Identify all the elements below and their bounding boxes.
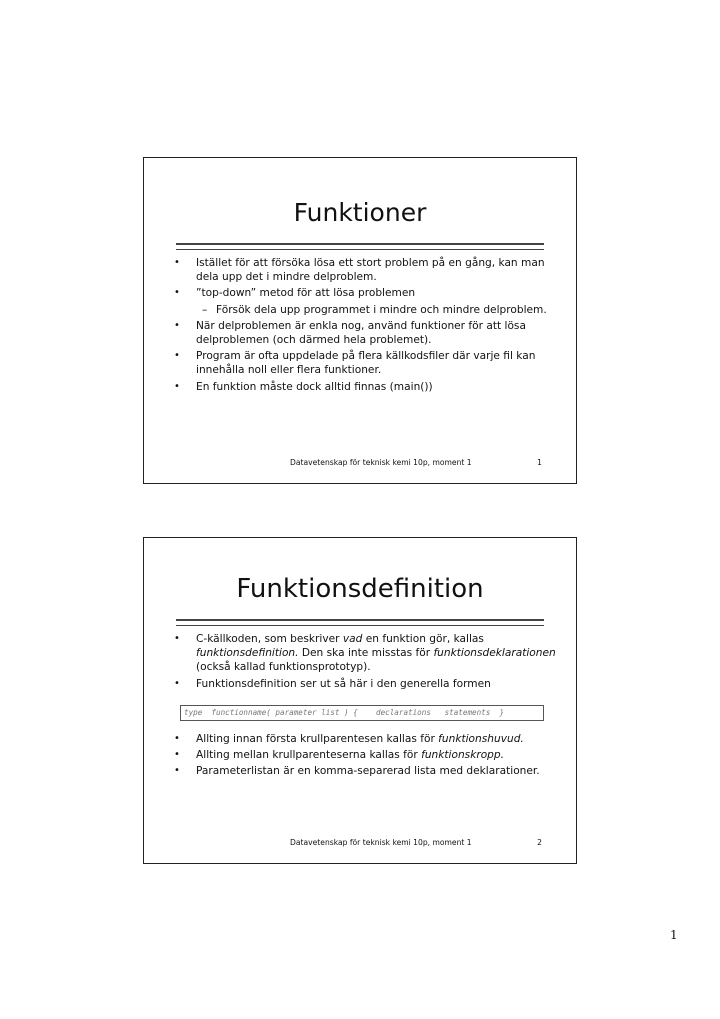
list-item: • Istället för att försöka lösa ett stort problem på en gång, kan man dela upp det i mindre delproblem.	[174, 257, 545, 284]
footer-text: Datavetenskap för teknisk kemi 10p, moment 1	[290, 838, 472, 847]
slide-title: Funktioner	[293, 198, 427, 227]
slide-2	[143, 537, 577, 864]
list-item: • En funktion måste dock alltid finnas (main())	[174, 380, 433, 393]
code-syntax-box: type functionname( parameter list ) { declarations statements }	[180, 705, 544, 721]
list-item: • När delproblemen är enkla nog, använd funktioner för att lösa delproblemen (och därmed hela problemet).	[174, 319, 526, 347]
title-divider	[176, 243, 544, 250]
page-number: 1	[670, 928, 678, 942]
list-item: • Program är ofta uppdelade på flera källkodsfiler där varje fil kan innehålla noll eller flera funktioner.	[174, 350, 536, 377]
bullet-list	[170, 732, 566, 781]
slide-number: 1	[537, 458, 542, 467]
sub-list-item: – Försök dela upp programmet i mindre och mindre delproblem.	[202, 303, 547, 316]
slide-1	[143, 157, 577, 484]
list-item: • ”top-down” metod för att lösa problemen	[174, 287, 416, 300]
bullet-list	[170, 632, 566, 693]
list-item: • Parameterlistan är en komma-separerad lista med deklarationer.	[174, 765, 540, 778]
slide-number: 2	[537, 838, 542, 847]
list-item: • Allting innan första krullparentesen kallas för funktionshuvud.	[174, 733, 524, 745]
list-item: • C-källkoden, som beskriver vad en funktion gör, kallas funktionsdefinition. Den ska inte misstas för funktionsdeklarationen (också kallad funktionsprototyp).	[174, 633, 556, 674]
list-item: • Funktionsdefinition ser ut så här i den generella formen	[174, 677, 491, 690]
bullet-list	[170, 256, 566, 396]
slide-title: Funktionsdefinition	[236, 574, 484, 604]
list-item: • Allting mellan krullparenteserna kallas för funktionskropp.	[174, 749, 504, 762]
footer-text: Datavetenskap för teknisk kemi 10p, moment 1	[290, 458, 472, 467]
title-divider	[176, 619, 544, 626]
